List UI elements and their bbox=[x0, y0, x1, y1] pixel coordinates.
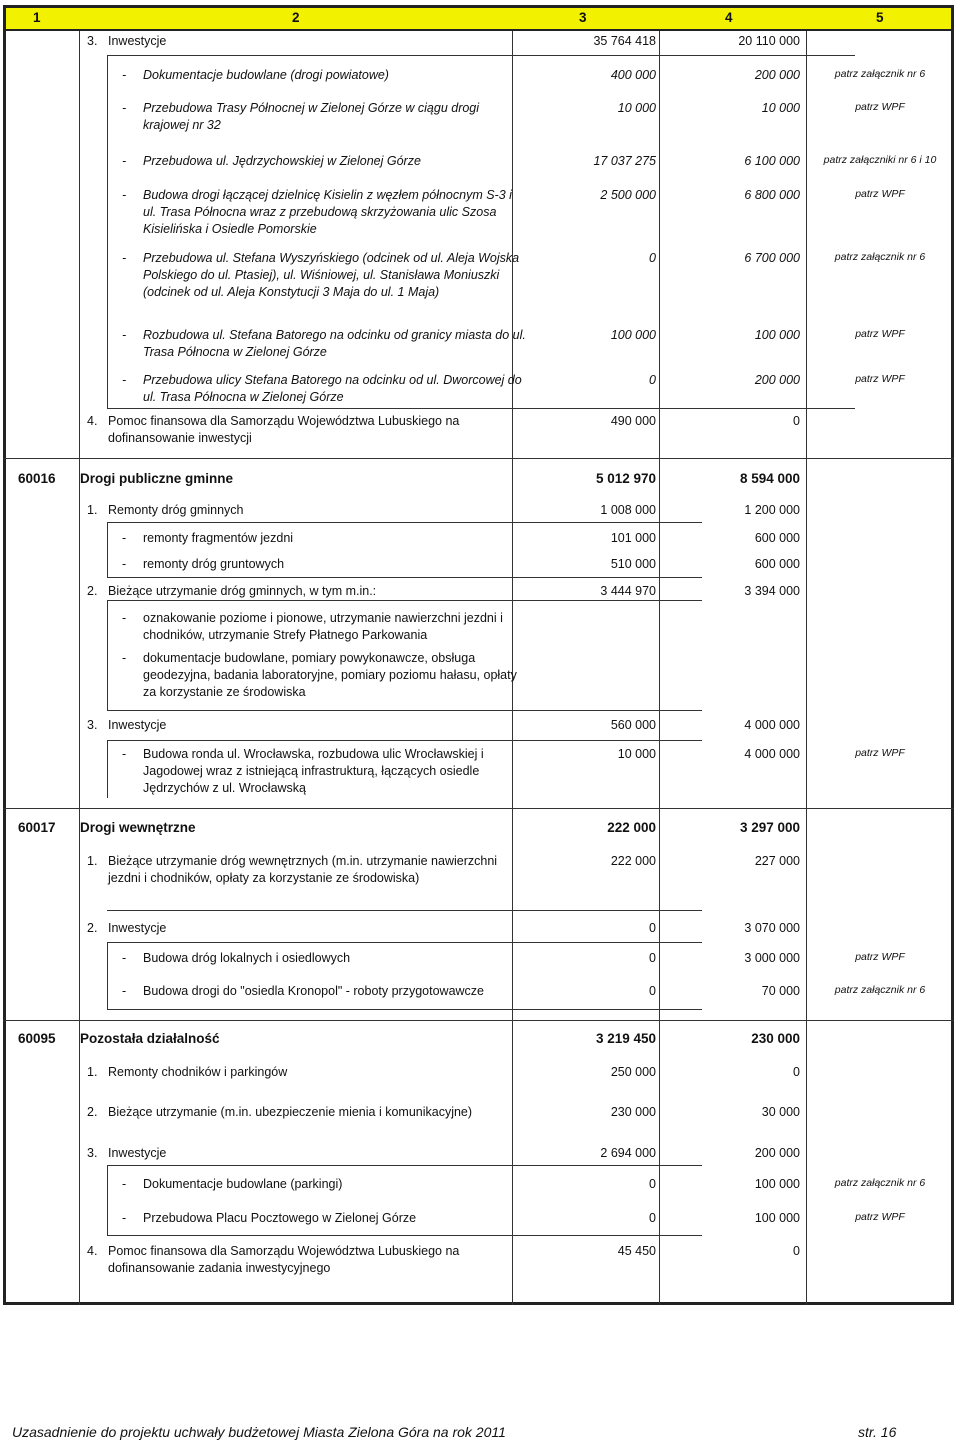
plan-2011-value: 0 bbox=[793, 1244, 800, 1258]
plan-2011-value: 3 000 000 bbox=[744, 951, 800, 965]
row-label: Budowa dróg lokalnych i osiedlowych bbox=[143, 951, 351, 965]
row-divider bbox=[107, 1165, 702, 1166]
plan-2010-value: 10 000 bbox=[617, 101, 656, 115]
plan-2010-value: 400 000 bbox=[610, 68, 656, 82]
plan-2011-value: 600 000 bbox=[754, 557, 800, 571]
row-indent: 1. bbox=[87, 503, 98, 517]
row-indent: - bbox=[122, 984, 127, 998]
plan-2011-value: 0 bbox=[793, 1065, 800, 1079]
row-divider bbox=[3, 1020, 954, 1021]
row-label: Pomoc finansowa dla Samorządu Województwa Lubuskiego na dofinansowanie zadania inwestycyjnego bbox=[108, 1244, 460, 1275]
footer-title: Uzasadnienie do projektu uchwały budżetowej Miasta Zielona Góra na rok 2011 bbox=[12, 1424, 506, 1440]
row-indent: 2. bbox=[87, 1105, 98, 1119]
reference-note: patrz załączniki nr 6 i 10 bbox=[823, 154, 937, 166]
column-divider bbox=[107, 522, 108, 577]
plan-2011-value: 1 200 000 bbox=[744, 503, 800, 517]
plan-2010-value: 35 764 418 bbox=[593, 34, 656, 48]
plan-2010-value: 510 000 bbox=[610, 557, 656, 571]
row-divider bbox=[107, 710, 702, 711]
section-plan-2011: 230 000 bbox=[751, 1031, 800, 1046]
plan-2011-value: 6 100 000 bbox=[744, 154, 800, 168]
row-label: Bieżące utrzymanie dróg wewnętrznych (m.in. utrzymanie nawierzchni jezdni i chodników, opłaty za korzystanie ze środowiska) bbox=[108, 854, 498, 885]
column-divider bbox=[107, 942, 108, 1009]
row-label: Przebudowa ul. Stefana Wyszyńskiego (odcinek od ul. Aleja Wojska Polskiego do ul. Ptasiej), ul. Wiśniowej, ul. Stanisława Moniuszki (odcinek od ul. Aleja Konstytucji 3 Maja do ul. 1 Maja) bbox=[143, 251, 520, 299]
plan-2011-value: 70 000 bbox=[761, 984, 800, 998]
plan-2010-value: 0 bbox=[649, 1177, 656, 1191]
row-label: Przebudowa ul. Jędrzychowskiej w Zielonej Górze bbox=[143, 154, 421, 168]
plan-2010-value: 230 000 bbox=[610, 1105, 656, 1119]
row-indent: - bbox=[122, 251, 127, 265]
row-divider bbox=[107, 408, 855, 409]
row-indent: 3. bbox=[87, 1146, 98, 1160]
reference-note: patrz załącznik nr 6 bbox=[834, 251, 926, 263]
plan-2010-value: 3 444 970 bbox=[600, 584, 656, 598]
plan-2010-value: 0 bbox=[649, 373, 656, 387]
plan-2011-value: 100 000 bbox=[754, 328, 800, 342]
plan-2010-value: 0 bbox=[649, 984, 656, 998]
plan-2011-value: 200 000 bbox=[754, 68, 800, 82]
plan-2011-value: 227 000 bbox=[754, 854, 800, 868]
reference-note: patrz WPF bbox=[855, 1211, 905, 1223]
row-label: Inwestycje bbox=[108, 34, 167, 48]
row-label: Budowa drogi łączącej dzielnicę Kisielin z węzłem północnym S-3 i ul. Trasa Północna wraz z przebudową skrzyżowania ulic Szosa Kisielińska i Osiedle Pomorskie bbox=[143, 188, 512, 236]
plan-2010-value: 560 000 bbox=[610, 718, 656, 732]
plan-2010-value: 0 bbox=[649, 251, 656, 265]
column-divider bbox=[107, 740, 108, 798]
row-label: Przebudowa ulicy Stefana Batorego na odcinku od ul. Dworcowej do ul. Trasa Północna w Zielonej Górze bbox=[143, 373, 522, 404]
reference-note: patrz załącznik nr 6 bbox=[834, 1177, 926, 1189]
row-indent: 3. bbox=[87, 718, 98, 732]
plan-2010-value: 1 008 000 bbox=[600, 503, 656, 517]
plan-2011-value: 10 000 bbox=[761, 101, 800, 115]
row-label: remonty dróg gruntowych bbox=[143, 557, 285, 571]
row-indent: - bbox=[122, 188, 127, 202]
row-label: Dokumentacje budowlane (drogi powiatowe) bbox=[143, 68, 389, 82]
row-label: Inwestycje bbox=[108, 1146, 167, 1160]
plan-2011-value: 3 070 000 bbox=[744, 921, 800, 935]
row-label: Bieżące utrzymanie dróg gminnych, w tym m.in.: bbox=[108, 584, 377, 598]
plan-2011-value: 6 800 000 bbox=[744, 188, 800, 202]
row-label: remonty fragmentów jezdni bbox=[143, 531, 294, 545]
row-divider bbox=[107, 522, 702, 523]
row-divider bbox=[107, 910, 702, 911]
section-code: 60095 bbox=[18, 1031, 56, 1046]
section-plan-2011: 8 594 000 bbox=[739, 471, 800, 486]
plan-2010-value: 0 bbox=[649, 921, 656, 935]
row-label: Inwestycje bbox=[108, 718, 167, 732]
section-plan-2010: 3 219 450 bbox=[595, 1031, 656, 1046]
plan-2011-value: 3 394 000 bbox=[744, 584, 800, 598]
row-indent: - bbox=[122, 747, 127, 761]
reference-note: patrz załącznik nr 6 bbox=[834, 984, 926, 996]
reference-note: patrz WPF bbox=[855, 101, 905, 113]
section-title: Pozostała działalność bbox=[80, 1031, 220, 1046]
column-divider bbox=[107, 1165, 108, 1235]
row-indent: - bbox=[122, 531, 127, 545]
plan-2010-value: 2 500 000 bbox=[600, 188, 656, 202]
row-label: Remonty chodników i parkingów bbox=[108, 1065, 288, 1079]
row-label: Remonty dróg gminnych bbox=[108, 503, 244, 517]
plan-2011-value: 100 000 bbox=[754, 1211, 800, 1225]
section-plan-2010: 5 012 970 bbox=[595, 471, 656, 486]
row-label: Budowa ronda ul. Wrocławska, rozbudowa ulic Wrocławskiej i Jagodowej wraz z istniejącą infrastrukturą, łączących osiedle Jędrzychów z ul. Wrocławską bbox=[143, 747, 484, 795]
row-indent: - bbox=[122, 1177, 127, 1191]
row-indent: - bbox=[122, 1211, 127, 1225]
plan-2011-value: 4 000 000 bbox=[744, 747, 800, 761]
row-indent: 1. bbox=[87, 854, 98, 868]
section-plan-2010: 222 000 bbox=[607, 820, 656, 835]
column-divider bbox=[79, 31, 80, 1305]
reference-note: patrz WPF bbox=[855, 188, 905, 200]
row-indent: - bbox=[122, 611, 127, 625]
plan-2010-value: 10 000 bbox=[617, 747, 656, 761]
plan-2010-value: 250 000 bbox=[610, 1065, 656, 1079]
reference-note: patrz WPF bbox=[855, 951, 905, 963]
reference-note: patrz WPF bbox=[855, 328, 905, 340]
plan-2010-value: 101 000 bbox=[610, 531, 656, 545]
plan-2010-value: 0 bbox=[649, 1211, 656, 1225]
header-col-2: 2 bbox=[292, 10, 300, 25]
row-label: Dokumentacje budowlane (parkingi) bbox=[143, 1177, 343, 1191]
row-divider bbox=[3, 808, 954, 809]
row-indent: - bbox=[122, 328, 127, 342]
section-code: 60017 bbox=[18, 820, 56, 835]
row-indent: - bbox=[122, 373, 127, 387]
row-indent: 2. bbox=[87, 584, 98, 598]
row-label: Bieżące utrzymanie (m.in. ubezpieczenie mienia i komunikacyjne) bbox=[108, 1105, 473, 1119]
section-title: Drogi publiczne gminne bbox=[80, 471, 234, 486]
plan-2011-value: 4 000 000 bbox=[744, 718, 800, 732]
row-label: Przebudowa Trasy Północnej w Zielonej Górze w ciągu drogi krajowej nr 32 bbox=[143, 101, 480, 132]
row-divider bbox=[107, 55, 855, 56]
row-indent: - bbox=[122, 557, 127, 571]
row-indent: - bbox=[122, 154, 127, 168]
column-divider bbox=[107, 600, 108, 710]
row-indent: - bbox=[122, 951, 127, 965]
section-code: 60016 bbox=[18, 471, 56, 486]
plan-2010-value: 45 450 bbox=[617, 1244, 656, 1258]
row-indent: 2. bbox=[87, 921, 98, 935]
row-indent: 4. bbox=[87, 1244, 98, 1258]
reference-note: patrz załącznik nr 6 bbox=[834, 68, 926, 80]
plan-2011-value: 30 000 bbox=[761, 1105, 800, 1119]
row-label: dokumentacje budowlane, pomiary powykonawcze, obsługa geodezyjna, badania laboratoryjne, pomiary poziomu hałasu, opłaty za korzystanie ze środowiska bbox=[143, 651, 517, 699]
plan-2011-value: 6 700 000 bbox=[744, 251, 800, 265]
plan-2011-value: 200 000 bbox=[754, 1146, 800, 1160]
row-divider bbox=[3, 458, 954, 459]
row-label: Inwestycje bbox=[108, 921, 167, 935]
row-label: Przebudowa Placu Pocztowego w Zielonej Górze bbox=[143, 1211, 417, 1225]
row-divider bbox=[107, 942, 702, 943]
plan-2011-value: 20 110 000 bbox=[738, 34, 800, 48]
row-divider bbox=[107, 577, 702, 578]
row-indent: 1. bbox=[87, 1065, 98, 1079]
plan-2010-value: 100 000 bbox=[610, 328, 656, 342]
row-divider bbox=[107, 600, 702, 601]
plan-2010-value: 0 bbox=[649, 951, 656, 965]
header-col-1: 1 bbox=[33, 10, 41, 25]
row-indent: - bbox=[122, 651, 127, 665]
plan-2010-value: 490 000 bbox=[610, 414, 656, 428]
row-divider bbox=[107, 1009, 702, 1010]
page-number: str. 16 bbox=[858, 1424, 897, 1440]
row-indent: 4. bbox=[87, 414, 98, 428]
row-label: oznakowanie poziome i pionowe, utrzymanie nawierzchni jezdni i chodników, utrzymanie Strefy Płatnego Parkowania bbox=[143, 611, 503, 642]
row-label: Pomoc finansowa dla Samorządu Województwa Lubuskiego na dofinansowanie inwestycji bbox=[108, 414, 460, 445]
row-label: Rozbudowa ul. Stefana Batorego na odcinku od granicy miasta do ul. Trasa Północna w Zielonej Górze bbox=[143, 328, 526, 359]
plan-2011-value: 100 000 bbox=[754, 1177, 800, 1191]
row-divider bbox=[107, 1235, 702, 1236]
row-label: Budowa drogi do "osiedla Kronopol" - roboty przygotowawcze bbox=[143, 984, 485, 998]
plan-2011-value: 200 000 bbox=[754, 373, 800, 387]
header-col-5: 5 bbox=[876, 10, 884, 25]
column-divider bbox=[107, 55, 108, 408]
row-divider bbox=[107, 740, 702, 741]
reference-note: patrz WPF bbox=[855, 747, 905, 759]
reference-note: patrz WPF bbox=[855, 373, 905, 385]
header-col-4: 4 bbox=[725, 10, 733, 25]
plan-2010-value: 2 694 000 bbox=[600, 1146, 656, 1160]
plan-2010-value: 17 037 275 bbox=[593, 154, 656, 168]
plan-2011-value: 0 bbox=[793, 414, 800, 428]
section-title: Drogi wewnętrzne bbox=[80, 820, 196, 835]
column-divider bbox=[806, 31, 807, 1305]
section-plan-2011: 3 297 000 bbox=[739, 820, 800, 835]
row-indent: - bbox=[122, 101, 127, 115]
column-divider bbox=[659, 31, 660, 1305]
row-indent: 3. bbox=[87, 34, 98, 48]
plan-2010-value: 222 000 bbox=[610, 854, 656, 868]
row-indent: - bbox=[122, 68, 127, 82]
header-col-3: 3 bbox=[579, 10, 587, 25]
plan-2011-value: 600 000 bbox=[754, 531, 800, 545]
